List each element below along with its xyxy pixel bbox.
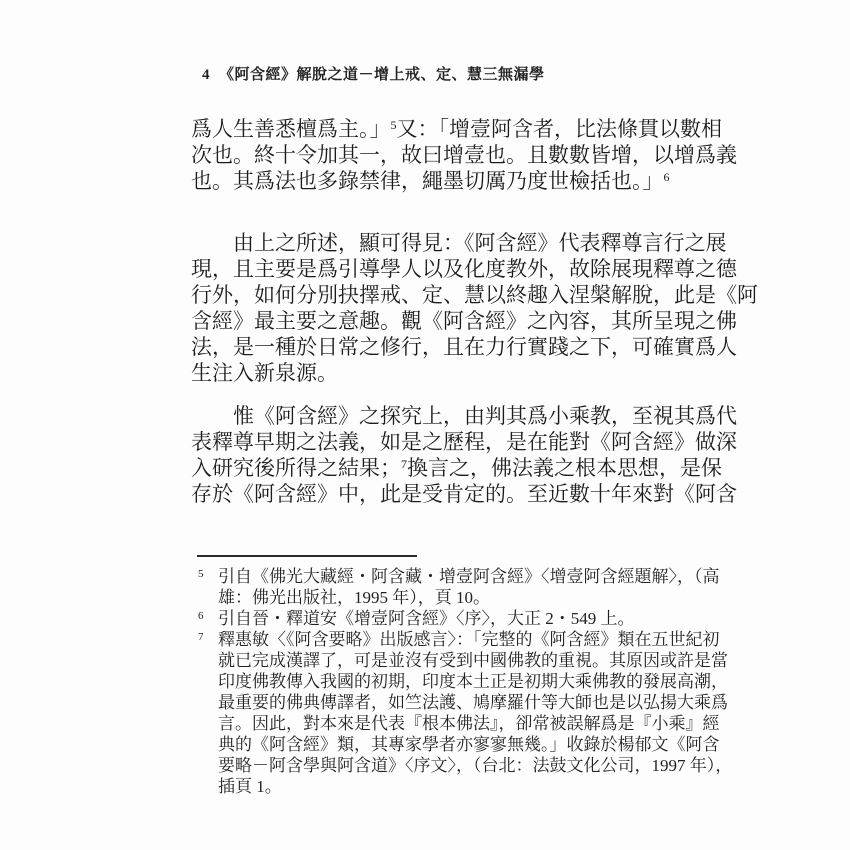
text-line	[191, 334, 737, 360]
text-run: 次也。終十令加其一，故曰增壹也。且數數皆增，以增爲義	[191, 143, 737, 167]
text-line	[191, 360, 723, 386]
footnotes	[191, 566, 733, 797]
text-line	[191, 429, 737, 455]
body-paragraph	[191, 230, 758, 386]
footnote-line	[191, 776, 727, 797]
footnote-text: 引自晉・釋道安《增壹阿含經》〈序〉，大正 2・549 上。	[218, 609, 635, 628]
text-run: 由上之所述，顯可得見：《阿含經》代表釋尊言行之展	[233, 231, 727, 255]
text-line	[191, 282, 758, 308]
footnote-line	[191, 755, 733, 776]
running-header	[202, 63, 545, 84]
footnote-line	[191, 587, 727, 608]
footnote-line	[191, 671, 727, 692]
body-text	[191, 116, 758, 507]
text-run: 爲人生善悉檀爲主。」	[191, 117, 391, 141]
footnote-marker: 6	[198, 610, 204, 622]
footnote-text: 釋惠敏〈《阿含要略》出版感言〉：「完整的《阿含經》類在五世紀初	[218, 630, 720, 649]
footnote-ref: 7	[401, 457, 407, 471]
text-line	[191, 308, 737, 334]
text-run: 惟《阿含經》之探究上，由判其爲小乘教，至視其爲代	[233, 404, 737, 428]
footnote-line	[191, 608, 727, 629]
text-run: 現，且主要是爲引導學人以及化度教外，故除展現釋尊之德	[191, 257, 737, 281]
text-run: 入研究後所得之結果；	[191, 456, 401, 480]
footnote-text: 插頁 1。	[218, 777, 282, 796]
footnote-text: 印度佛教傳入我國的初期，印度本土正是初期大乘佛教的發展高潮，	[218, 672, 728, 691]
footnote-item	[191, 608, 727, 629]
footnote-item	[191, 566, 727, 608]
text-run: 存於《阿含經》中，此是受肯定的。至近數十年來對《阿含	[191, 482, 737, 506]
footnote-line	[191, 566, 727, 587]
footnote-text: 就已完成漢譯了，可是並沒有受到中國佛教的重視。其原因或許是當	[218, 651, 728, 670]
text-line	[191, 481, 737, 507]
footnote-item	[191, 629, 733, 797]
text-line	[191, 142, 737, 168]
text-run: 行外，如何分別抉擇戒、定、慧以終趣入涅槃解脫，此是《阿	[191, 283, 758, 307]
page-number: 4	[202, 67, 210, 83]
footnote-separator	[197, 555, 417, 557]
footnote-text: 雄：佛光出版社，1995 年），頁 10。	[218, 588, 490, 607]
text-run: 含經》最主要之意趣。觀《阿含經》之內容，其所呈現之佛	[191, 309, 737, 333]
text-run: 又：「增壹阿含者，比法條貫以數相	[396, 117, 722, 141]
chapter-title: 《阿含經》解脫之道－增上戒、定、慧三無漏學	[219, 67, 545, 83]
footnote-text: 要略－阿含學與阿含道》〈序文〉，（台北：法鼓文化公司，1997 年），	[218, 756, 733, 775]
text-line	[191, 230, 727, 256]
body-paragraph	[191, 403, 737, 507]
text-line	[191, 403, 737, 429]
text-run: 也。其爲法也多錄禁律，繩墨切厲乃度世檢括也。」	[191, 169, 664, 193]
footnote-line	[191, 713, 727, 734]
footnote-text: 引自《佛光大藏經・阿含藏・增壹阿含經》〈增壹阿含經題解〉，（高	[218, 567, 720, 586]
text-run: 表釋尊早期之法義，如是之歷程，是在能對《阿含經》做深	[191, 430, 737, 454]
footnote-line	[191, 734, 727, 755]
text-line	[191, 116, 723, 142]
footnote-text: 典的《阿含經》類，其專家學者亦寥寥無幾。」收錄於楊郁文《阿含	[218, 735, 720, 754]
text-run: 法，是一種於日常之修行，且在力行實踐之下，可確實爲人	[191, 335, 737, 359]
text-line	[191, 455, 723, 481]
footnote-ref: 5	[390, 118, 397, 132]
footnote-text: 最重要的佛典傳譯者，如竺法護、鳩摩羅什等大師也是以弘揚大乘爲	[218, 693, 728, 712]
footnote-text: 言。因此，對本來是代表『根本佛法』，卻常被誤解爲是『小乘』經	[218, 714, 720, 733]
text-run: 換言之，佛法義之根本思想，是保	[407, 456, 722, 480]
footnote-line	[191, 650, 727, 671]
footnote-marker: 5	[198, 568, 204, 580]
body-paragraph	[191, 116, 737, 194]
footnote-ref: 6	[663, 170, 670, 184]
footnote-line	[191, 692, 727, 713]
text-line	[191, 168, 723, 194]
text-run: 生注入新泉源。	[191, 361, 338, 385]
text-line	[191, 256, 737, 282]
footnote-marker: 7	[198, 631, 204, 643]
footnote-line	[191, 629, 727, 650]
